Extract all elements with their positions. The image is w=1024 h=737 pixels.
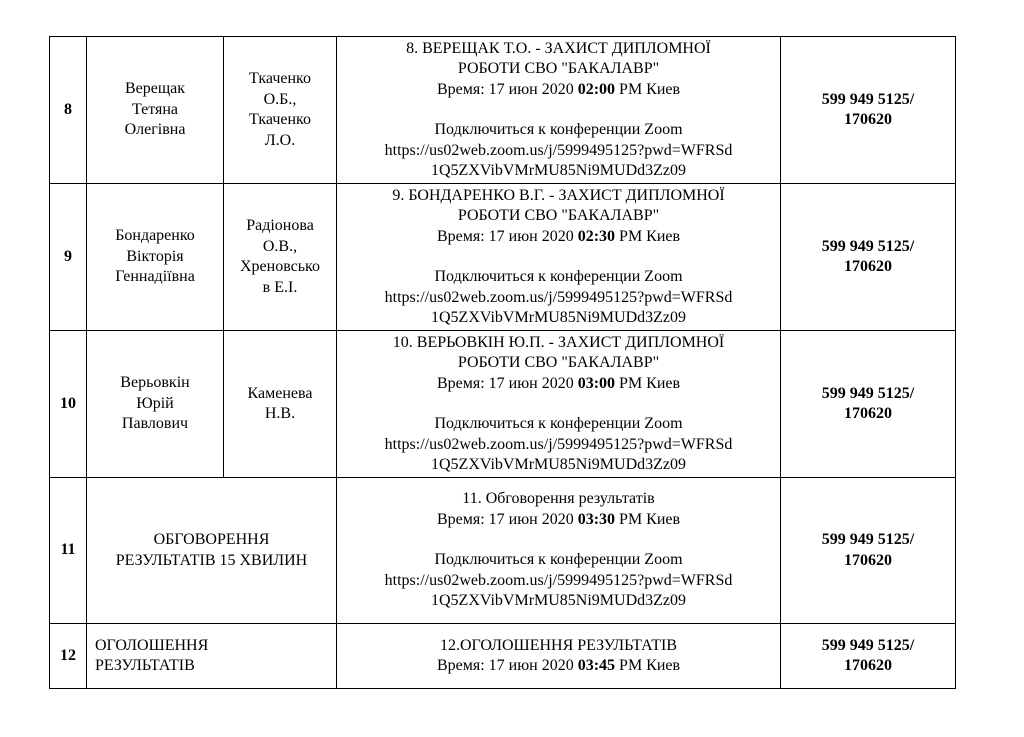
- event-details: [337, 624, 781, 689]
- zoom-link[interactable]: https://us02web.zoom.us/j/5999495125?pwd=WFRSd: [384, 288, 733, 306]
- conference-id: 599 949 5125/ 170620: [781, 184, 956, 331]
- zoom-link[interactable]: https://us02web.zoom.us/j/5999495125?pwd=WFRSd: [384, 571, 733, 589]
- event-time: Время: 17 июн 2020 03:45 PM Киев: [436, 657, 681, 674]
- event-title: 8. ВЕРЕЩАК Т.О. - ЗАХИСТ ДИПЛОМНОЇ: [406, 39, 711, 57]
- conference-id: 599 949 5125/ 170620: [781, 478, 956, 624]
- event-time: Время: 17 июн 2020 03:30 PM Киев: [436, 510, 681, 528]
- student-name: Бондаренко Вікторія Геннадіївна: [87, 184, 224, 331]
- table-row: [50, 184, 956, 331]
- table-row: [50, 478, 956, 624]
- table-row: [50, 624, 956, 689]
- zoom-connect-label: Подключиться к конференции Zoom: [434, 415, 683, 432]
- event-details: [337, 184, 781, 331]
- conference-id: 599 949 5125/ 170620: [781, 624, 956, 689]
- zoom-link[interactable]: https://us02web.zoom.us/j/5999495125?pwd=WFRSd: [384, 141, 733, 159]
- row-number: 12: [50, 624, 87, 689]
- zoom-link[interactable]: 1Q5ZXVibVMrMU85Ni9MUDd3Zz09: [430, 592, 687, 610]
- student-name: Верещак Тетяна Олегівна: [87, 37, 224, 184]
- zoom-connect-label: Подключиться к конференции Zoom: [434, 551, 683, 569]
- event-time: Время: 17 июн 2020 02:00 PM Киев: [436, 80, 681, 98]
- event-time: Время: 17 июн 2020 03:00 PM Киев: [436, 374, 681, 392]
- event-title: 11. Обговорення результатів: [462, 490, 655, 508]
- zoom-connect-label: Подключиться к конференции Zoom: [434, 121, 683, 138]
- zoom-link[interactable]: 1Q5ZXVibVMrMU85Ni9MUDd3Zz09: [430, 309, 687, 326]
- zoom-link[interactable]: 1Q5ZXVibVMrMU85Ni9MUDd3Zz09: [430, 162, 687, 179]
- table-row: [50, 331, 956, 478]
- event-time: Время: 17 июн 2020 02:30 PM Киев: [436, 227, 681, 245]
- conference-id: 599 949 5125/ 170620: [781, 331, 956, 478]
- zoom-link[interactable]: 1Q5ZXVibVMrMU85Ni9MUDd3Zz09: [430, 456, 687, 473]
- event-title: 10. ВЕРЬОВКІН Ю.П. - ЗАХИСТ ДИПЛОМНОЇ: [392, 333, 725, 351]
- supervisor-name: Каменева Н.В.: [224, 331, 337, 478]
- row-number: 11: [50, 478, 87, 624]
- event-title: РОБОТИ СВО "БАКАЛАВР": [457, 354, 660, 371]
- schedule-table: [49, 36, 956, 689]
- supervisor-name: Радіонова О.В., Хреновсько в Е.І.: [224, 184, 337, 331]
- zoom-link[interactable]: https://us02web.zoom.us/j/5999495125?pwd=WFRSd: [384, 435, 733, 453]
- conference-id: 599 949 5125/ 170620: [781, 37, 956, 184]
- event-details: [337, 478, 781, 624]
- row-number: 9: [50, 184, 87, 331]
- event-title: РОБОТИ СВО "БАКАЛАВР": [457, 207, 660, 224]
- announcement-label: ОГОЛОШЕННЯ РЕЗУЛЬТАТІВ: [87, 624, 337, 689]
- row-number: 8: [50, 37, 87, 184]
- zoom-connect-label: Подключиться к конференции Zoom: [434, 268, 683, 285]
- table-row: [50, 37, 956, 184]
- supervisor-name: Ткаченко О.Б., Ткаченко Л.О.: [224, 37, 337, 184]
- event-title: 9. БОНДАРЕНКО В.Г. - ЗАХИСТ ДИПЛОМНОЇ: [392, 186, 725, 204]
- student-name: Верьовкін Юрій Павлович: [87, 331, 224, 478]
- row-number: 10: [50, 331, 87, 478]
- event-title: 12.ОГОЛОШЕННЯ РЕЗУЛЬТАТІВ: [439, 636, 677, 654]
- discussion-label: ОБГОВОРЕННЯ РЕЗУЛЬТАТІВ 15 ХВИЛИН: [87, 478, 337, 624]
- event-title: РОБОТИ СВО "БАКАЛАВР": [457, 60, 660, 77]
- event-details: [337, 37, 781, 184]
- event-details: [337, 331, 781, 478]
